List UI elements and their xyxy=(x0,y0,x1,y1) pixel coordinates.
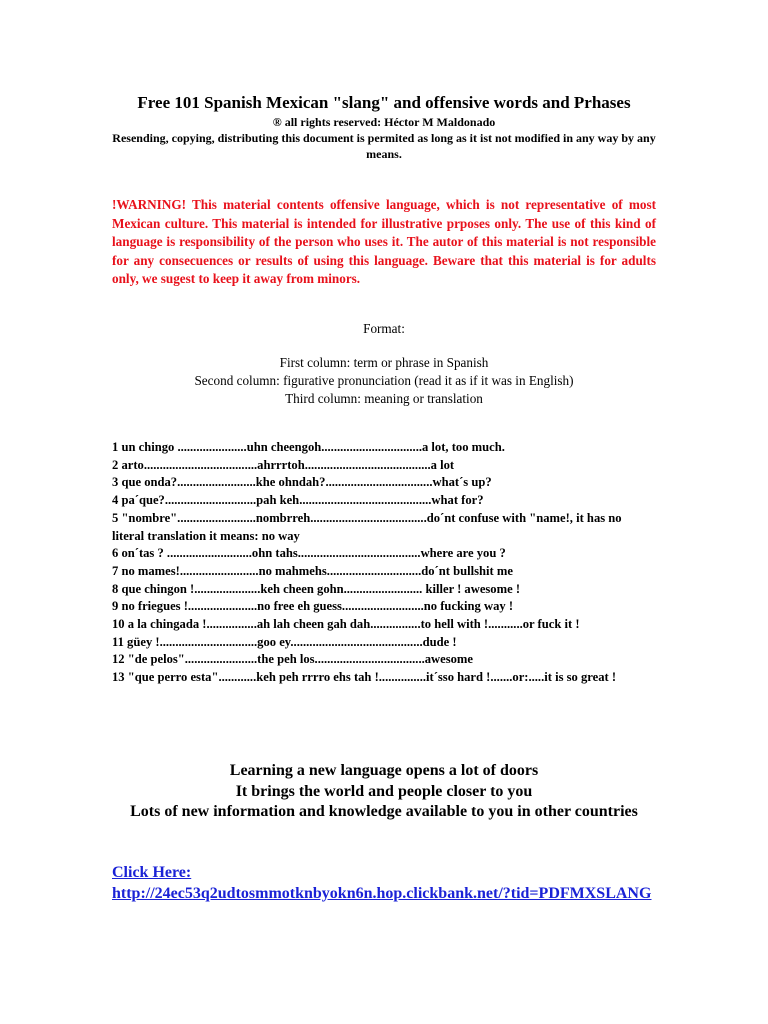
format-column-3: Third column: meaning or translation xyxy=(285,391,483,406)
glossary-entry: 3 que onda?.........................khe ohndah?..................................what´s up? xyxy=(112,475,492,490)
glossary-entry: 12 "de pelos".......................the peh los...................................awesome xyxy=(112,652,474,667)
format-label: Format: xyxy=(363,321,405,336)
warning-paragraph: !WARNING! This material contents offensive language, which is not representative of most Mexican culture. This material is intended for illustrative prposes only. The use of this kind of language is responsibility of the person who uses it. The autor of this material is not responsible for any consecuences or results of using this language. Beware that this material is for adults only, we sugest to keep it away from minors. xyxy=(112,197,656,286)
glossary-entry: 10 a la chingada !................ah lah cheen gah dah................to hell with !...........or fuck it ! xyxy=(112,617,580,632)
format-column-1: First column: term or phrase in Spanish xyxy=(279,355,489,370)
document-header xyxy=(112,92,656,162)
distribution-notice: Resending, copying, distributing this document is permited as long as it ist not modified in any way by any means. xyxy=(112,131,656,161)
format-column-2: Second column: figurative pronunciation (read it as if it was in English) xyxy=(194,373,574,388)
glossary-entry: 7 no mames!.........................no mahmehs..............................do´nt bullshit me xyxy=(112,563,513,578)
glossary-entry: 13 "que perro esta"............keh peh rrrro ehs tah !...............it´sso hard !.......or:.....it is so great ! xyxy=(112,670,617,685)
closing-message xyxy=(112,761,656,823)
document-page xyxy=(112,92,656,902)
glossary-entry: 1 un chingo ......................uhn cheengoh................................a lot, too much. xyxy=(112,440,505,454)
glossary-entry: 5 "nombre".........................nombrreh.....................................do´nt confuse with "name!, it has no literal translation it means: no way xyxy=(112,510,622,543)
glossary-entry: 9 no friegues !......................no free eh guess..........................no fucking way ! xyxy=(112,599,514,614)
closing-line-3: Lots of new information and knowledge available to you in other countries xyxy=(130,803,638,820)
glossary-entry: 8 que chingon !.....................keh cheen gohn......................... killer ! awesome ! xyxy=(112,581,521,596)
glossary-entry: 2 arto....................................ahrrrtoh........................................a lot xyxy=(112,457,455,472)
slang-glossary xyxy=(112,439,656,687)
closing-line-1: Learning a new language opens a lot of doors xyxy=(229,762,539,779)
glossary-entry: 6 on´tas ? ...........................ohn tahs.......................................where are you ? xyxy=(112,546,506,561)
document-title: Free 101 Spanish Mexican "slang" and offensive words and Prhases xyxy=(137,93,631,112)
glossary-entry: 11 güey !...............................goo ey..........................................dude ! xyxy=(112,634,457,649)
promo-link[interactable]: http://24ec53q2udtosmmotknbyokn6n.hop.clickbank.net/?tid=PDFMXSLANG xyxy=(112,885,652,902)
click-here-label[interactable]: Click Here: xyxy=(112,864,192,881)
promo-link-block xyxy=(112,862,656,904)
rights-notice: ® all rights reserved: Héctor M Maldonado xyxy=(272,115,496,129)
format-description xyxy=(112,354,656,408)
glossary-entry: 4 pa´que?.............................pah keh..........................................what for? xyxy=(112,493,484,508)
closing-line-2: It brings the world and people closer to you xyxy=(235,782,533,800)
